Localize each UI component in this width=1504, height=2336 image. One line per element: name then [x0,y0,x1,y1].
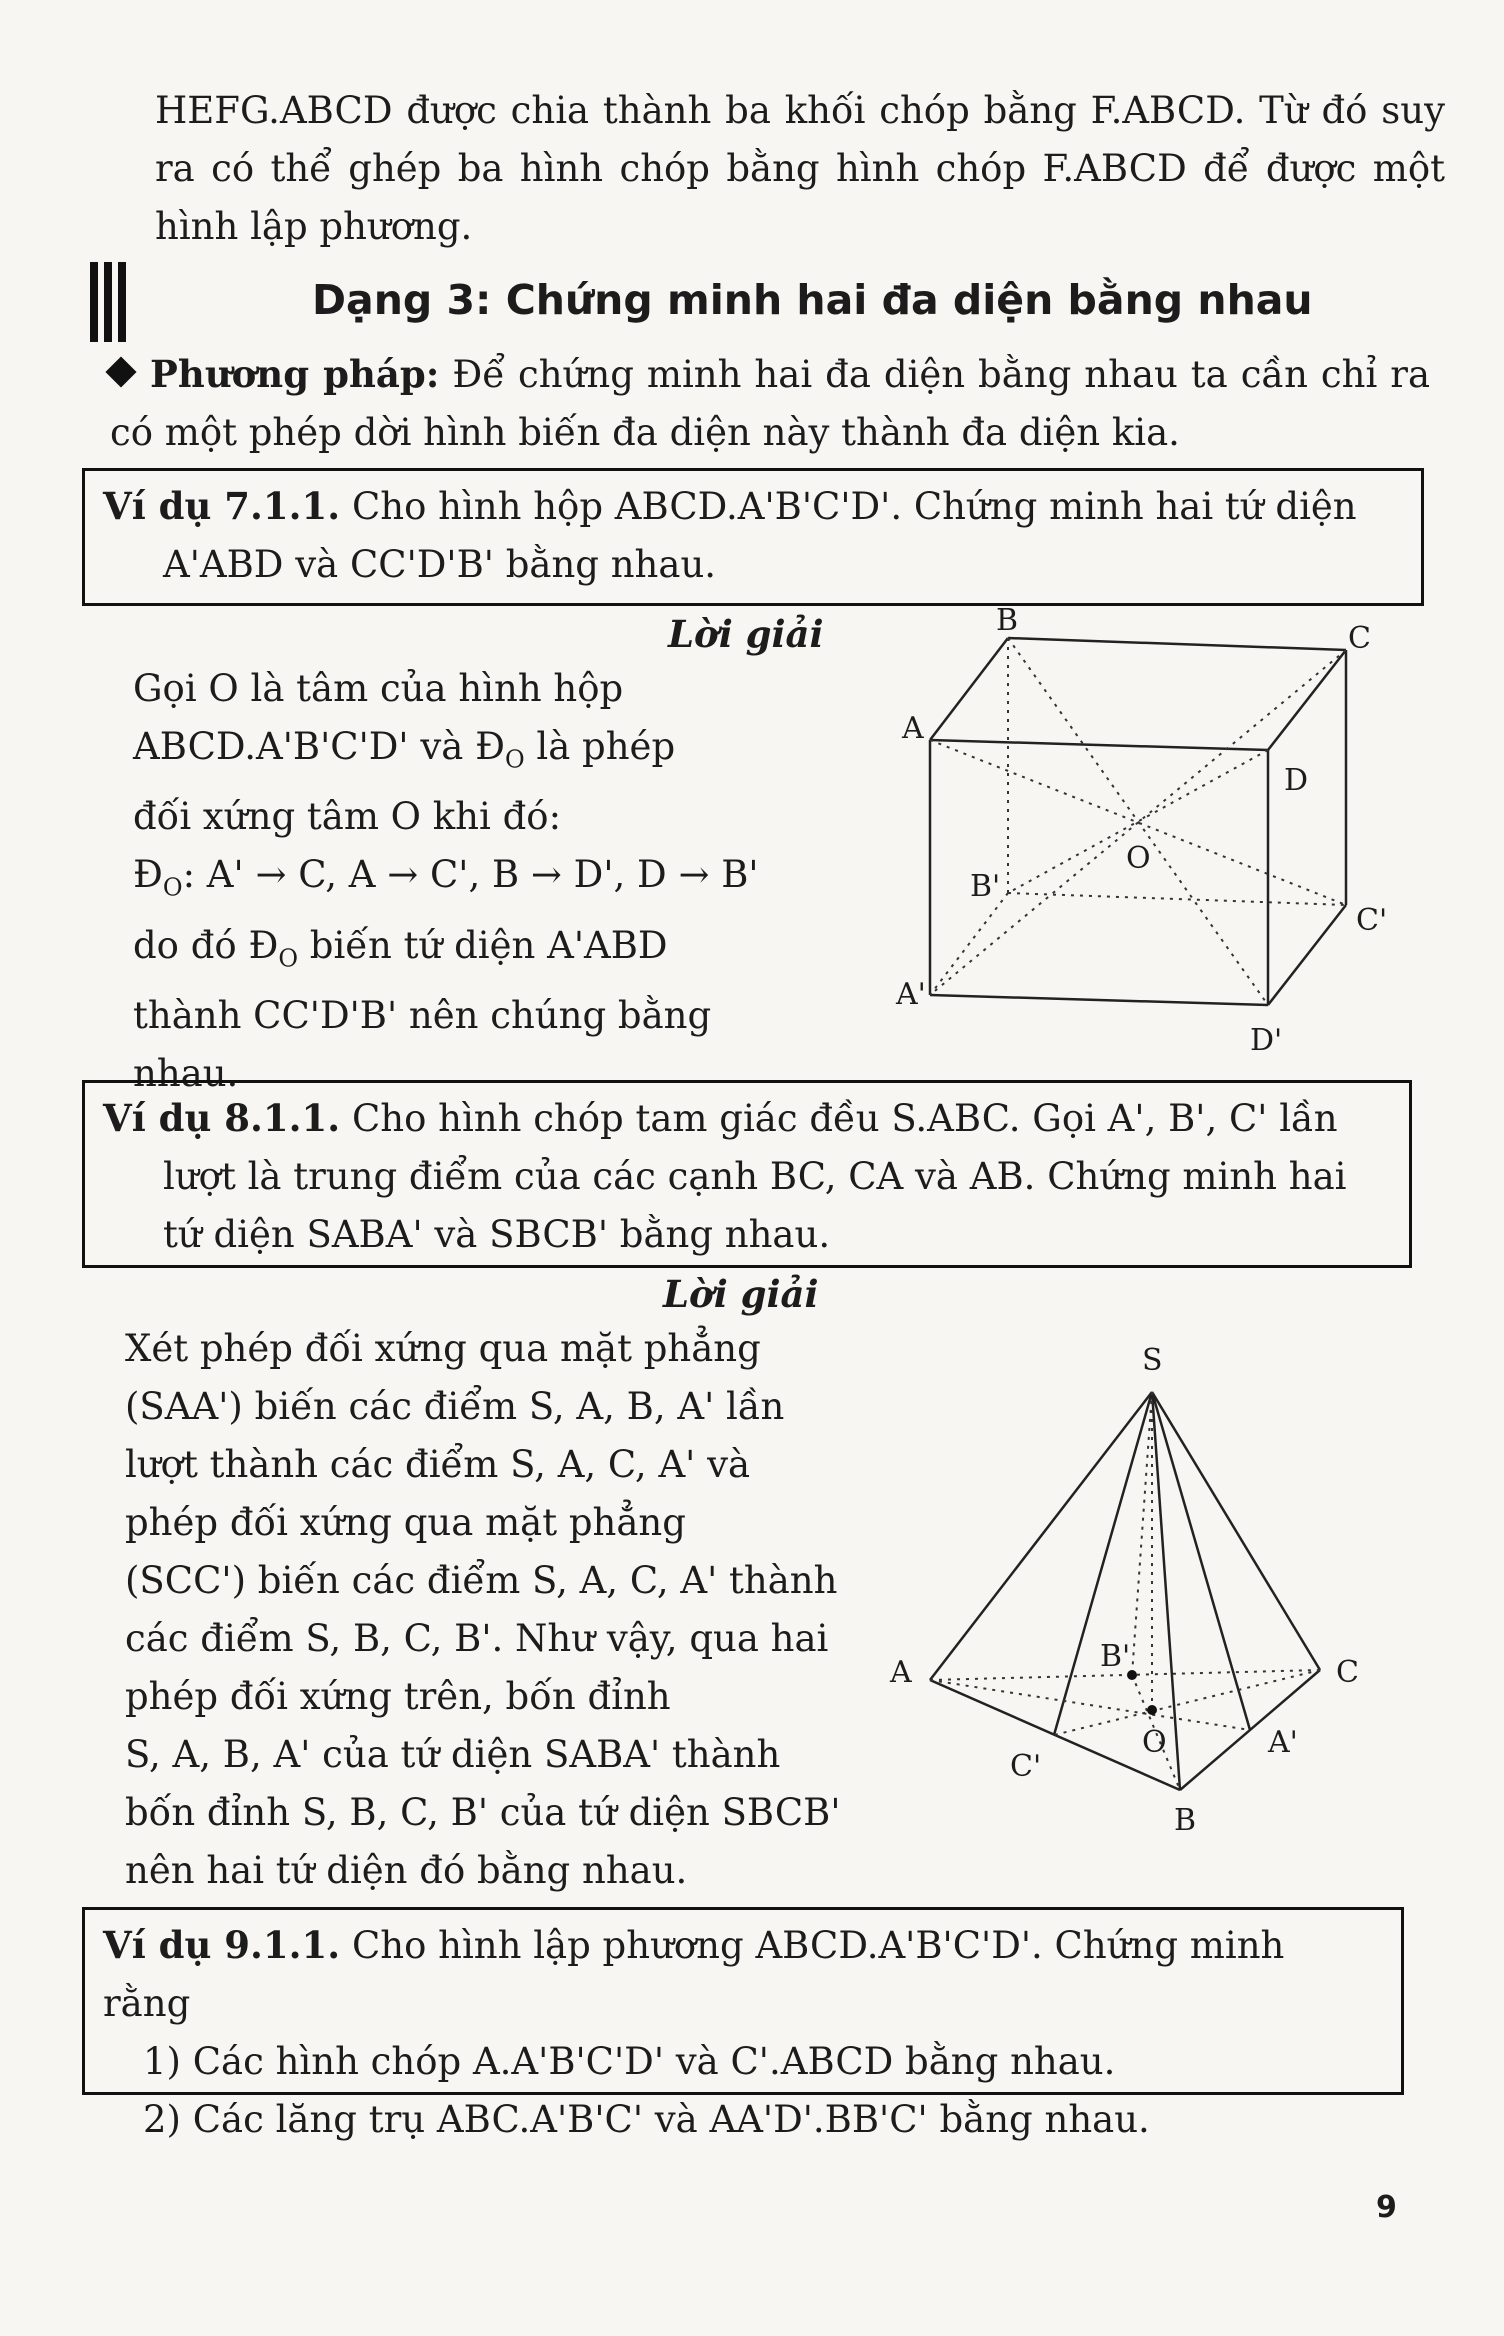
solution-7-1-1 [133,660,783,1103]
solution-line: ABCD.A'B'C'D' và $Đ_O$ là phép [133,725,676,774]
example-text: tứ diện SABA' và SBCB' bằng nhau. [163,1213,831,1256]
solution-line: (SAA') biến các điểm S, A, B, A' lần [125,1385,785,1428]
method-text: Để chứng minh hai đa diện bằng nhau ta cần chỉ ra có một phép dời hình biến đa diện này thành đa diện kia. [110,353,1431,454]
example-text: A'ABD và CC'D'B' bằng nhau. [163,543,717,586]
example-text: 1) Các hình chóp A.A'B'C'D' và C'.ABCD bằng nhau. [143,2040,1116,2083]
vertex-label: B' [1100,1639,1131,1674]
solution-line: phép đối xứng qua mặt phẳng [125,1501,686,1544]
example-text: Cho hình lập phương ABCD.A'B'C'D'. Chứng minh rằng [103,1924,1285,2025]
solution-line: lượt thành các điểm S, A, C, A' và [125,1443,751,1486]
vertex-label: A' [1268,1725,1298,1760]
solution-line: phép đối xứng trên, bốn đỉnh [125,1675,671,1718]
solution-line: S, A, B, A' của tứ diện SABA' thành [125,1733,781,1776]
example-text: lượt là trung điểm của các cạnh BC, CA và AB. Chứng minh hai [163,1155,1347,1198]
example-box-8-1-1 [82,1080,1412,1268]
example-text: Cho hình hộp ABCD.A'B'C'D'. Chứng minh hai tứ diện [340,485,1357,528]
method-paragraph [110,345,1430,462]
example-text: 2) Các lăng trụ ABC.A'B'C' và AA'D'.BB'C' bằng nhau. [143,2098,1150,2141]
vertex-label: D [1284,763,1309,798]
vertex-label: C [1348,621,1371,656]
vertex-label: A [890,1655,912,1690]
example-label: Ví dụ 9.1.1. [103,1923,341,1967]
solution-line: nên hai tứ diện đó bằng nhau. [125,1849,688,1892]
intro-paragraph: HEFG.ABCD được chia thành ba khối chóp bằng F.ABCD. Từ đó suy ra có thể ghép ba hình chóp bằng hình chóp F.ABCD để được một hình lập phương. [155,89,1445,248]
solution-line: Xét phép đối xứng qua mặt phẳng [125,1327,761,1370]
vertex-label: B [1174,1803,1197,1838]
solution-line: thành CC'D'B' nên chúng bằng [133,994,712,1038]
vertex-label: A [902,711,924,746]
example-box-7-1-1 [82,468,1424,606]
vertex-label: O [1142,1725,1167,1760]
page-number: 9 [1376,2190,1397,2225]
vertex-label: B' [970,869,1001,904]
solution-line: nhau. [133,1052,239,1096]
solution-line: Gọi O là tâm của hình hộp [133,667,624,710]
vertex-label: A' [896,977,926,1012]
vertex-label: D' [1250,1023,1283,1058]
section-heading [90,262,1390,342]
vertex-label: B [996,603,1019,638]
example-text: Cho hình chóp tam giác đều S.ABC. Gọi A', B', C' lần [340,1097,1338,1140]
solution-heading: Lời giải [668,612,824,656]
example-label: Ví dụ 7.1.1. [103,484,341,528]
vertex-label: C' [1356,903,1388,938]
pyramid-figure [880,1340,1400,1860]
parallelepiped-figure [880,600,1400,1080]
solution-line: đối xứng tâm O khi đó: [133,795,562,839]
diamond-bullet-icon [105,356,136,387]
example-box-9-1-1 [82,1907,1404,2141]
vertex-label: C [1336,1655,1359,1690]
vertex-label: C' [1010,1749,1042,1784]
solution-line: các điểm S, B, C, B'. Như vậy, qua hai [125,1617,829,1660]
example-label: Ví dụ 8.1.1. [103,1096,341,1140]
solution-heading: Lời giải [663,1272,819,1316]
solution-8-1-1 [125,1320,847,1900]
solution-line: do đó $Đ_O$ biến tứ diện A'ABD [133,923,668,973]
section-title: Dạng 3: Chứng minh hai đa diện bằng nhau [312,276,1313,324]
method-label: Phương pháp: [150,352,440,396]
vertex-label: S [1142,1343,1163,1378]
vertex-label: O [1126,841,1151,876]
solution-line: (SCC') biến các điểm S, A, C, A' thành [125,1559,838,1602]
solution-line: $Đ_O$: A' → C, A → C', B → D', D → B' [133,853,759,902]
solution-line: bốn đỉnh S, B, C, B' của tứ diện SBCB' [125,1791,841,1834]
